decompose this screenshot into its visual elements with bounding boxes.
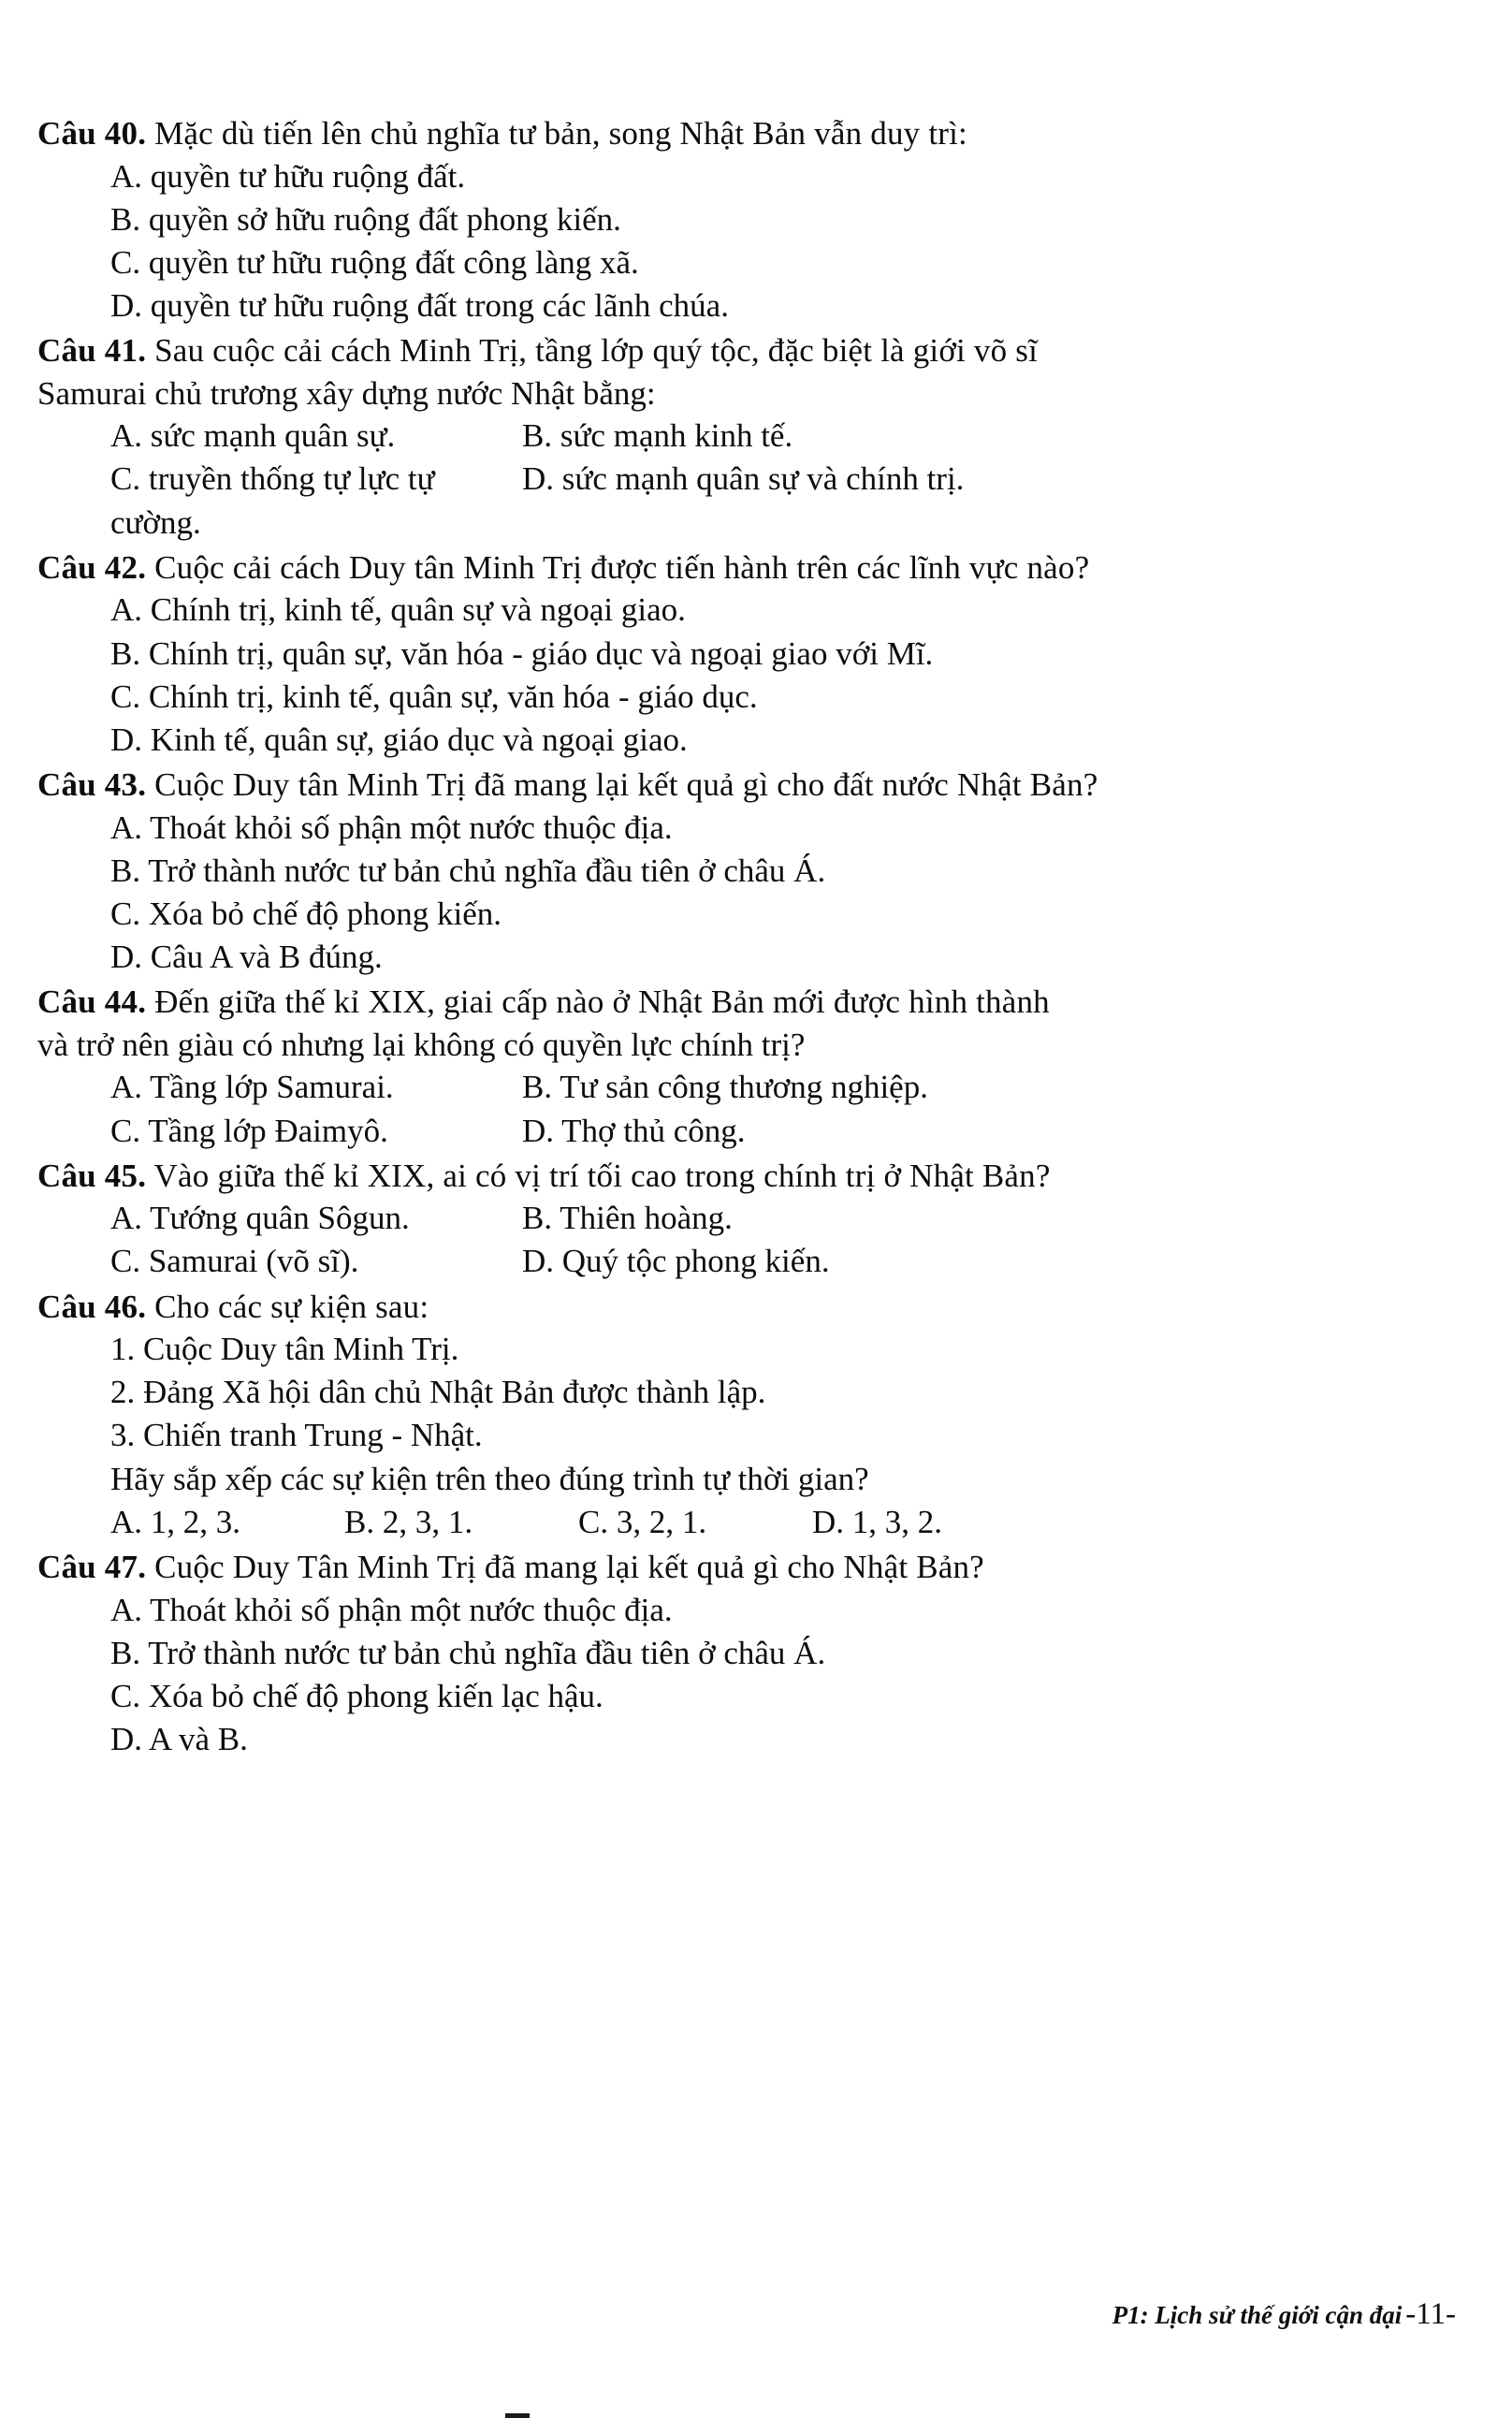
option-b[interactable]: B. Thiên hoàng. [522,1200,733,1237]
option-a[interactable]: A. Chính trị, kinh tế, quân sự và ngoại giao. [110,591,686,629]
question-label: Câu 42. [37,548,147,586]
option-b[interactable]: B. 2, 3, 1. [344,1503,473,1540]
option-d[interactable]: D. 1, 3, 2. [812,1503,943,1540]
question-text: Vào giữa thế kỉ XIX, ai có vị trí tối cao trong chính trị ở Nhật Bản? [153,1157,1051,1194]
option-c[interactable]: C. Chính trị, kinh tế, quân sự, văn hóa - giáo dục. [110,677,758,715]
option-d[interactable]: D. Quý tộc phong kiến. [522,1243,830,1280]
option-b[interactable]: B. Chính trị, quân sự, văn hóa - giáo dục và ngoại giao với Mĩ. [110,634,934,672]
option-row [37,1197,1441,1240]
question-label: Câu 46. [37,1288,147,1325]
footer-note: P1: Lịch sử thế giới cận đại [1112,2301,1403,2329]
option-c[interactable]: C. Xóa bỏ chế độ phong kiến. [110,895,502,932]
question-block [37,764,1441,979]
question-text: Cho các sự kiện sau: [154,1288,429,1325]
option-row [37,1240,1441,1283]
option-c[interactable]: C. quyền tư hữu ruộng đất công làng xã. [110,243,639,281]
question-heading [37,1286,1441,1329]
question-text: Cuộc Duy tân Minh Trị đã mang lại kết quả gì cho đất nước Nhật Bản? [154,766,1098,804]
page-number: -11- [1405,2297,1456,2331]
question-label: Câu 47. [37,1549,147,1585]
event-item-3: 3. Chiến tranh Trung - Nhật. [110,1417,483,1454]
question-heading [37,764,1441,807]
spine-mark [505,2413,530,2418]
option-row [37,1066,1441,1109]
event-item-2: 2. Đảng Xã hội dân chủ Nhật Bản được thành lập. [110,1374,766,1411]
question-text: Sau cuộc cải cách Minh Trị, tầng lớp quý tộc, đặc biệt là giới võ sĩ [154,332,1039,370]
question-block [37,1546,1441,1761]
question-heading [37,1155,1441,1198]
option-c[interactable]: C. Tầng lớp Đaimyô. [110,1112,388,1149]
option-b[interactable]: B. Trở thành nước tư bản chủ nghĩa đầu tiên ở châu Á. [110,1634,826,1671]
option-row [37,1110,1441,1153]
option-row [37,458,1441,544]
option-row [37,1501,1441,1544]
question-block [37,329,1441,545]
option-a[interactable]: A. quyền tư hữu ruộng đất. [110,157,466,195]
question-heading [37,112,1441,155]
question-block [37,546,1441,762]
question-block [37,1286,1441,1544]
question-block [37,1155,1441,1284]
option-a[interactable]: A. 1, 2, 3. [110,1503,241,1540]
option-d[interactable]: D. Thợ thủ công. [522,1112,746,1149]
question-heading [37,1546,1441,1589]
option-d[interactable]: D. Kinh tế, quân sự, giáo dục và ngoại giao. [110,721,688,758]
option-c[interactable]: C. Samurai (võ sĩ). [110,1243,359,1280]
question-label: Câu 43. [37,766,147,804]
option-c[interactable]: C. truyền thống tự lực tự cường. [110,460,435,541]
question-text: Cuộc Duy Tân Minh Trị đã mang lại kết quả gì cho Nhật Bản? [154,1549,984,1585]
question-label: Câu 45. [37,1157,147,1194]
question-label: Câu 40. [37,115,147,152]
question-label: Câu 41. [37,332,147,370]
question-text-continued: Samurai chủ trương xây dựng nước Nhật bằng: [37,374,656,412]
option-d[interactable]: D. A và B. [110,1721,248,1758]
event-item-1: 1. Cuộc Duy tân Minh Trị. [110,1331,459,1368]
question-text-continued: và trở nên giàu có nhưng lại không có quyền lực chính trị? [37,1026,806,1063]
option-a[interactable]: A. Thoát khỏi số phận một nước thuộc địa. [110,1591,673,1628]
question-heading [37,546,1441,590]
question-list [37,112,1441,1763]
question-text: Cuộc cải cách Duy tân Minh Trị được tiến hành trên các lĩnh vực nào? [154,548,1090,586]
option-d[interactable]: D. quyền tư hữu ruộng đất trong các lãnh chúa. [110,287,729,325]
option-b[interactable]: B. quyền sở hữu ruộng đất phong kiến. [110,200,621,238]
question-heading [37,981,1441,1024]
option-a[interactable]: A. sức mạnh quân sự. [110,417,396,455]
option-a[interactable]: A. Thoát khỏi số phận một nước thuộc địa. [110,808,673,846]
question-instruction: Hãy sắp xếp các sự kiện trên theo đúng trình tự thời gian? [110,1460,869,1497]
page-footer [1112,2297,1456,2332]
question-text: Đến giữa thế kỉ XIX, giai cấp nào ở Nhật Bản mới được hình thành [154,983,1050,1021]
option-a[interactable]: A. Tầng lớp Samurai. [110,1069,394,1106]
question-label: Câu 44. [37,983,147,1021]
option-row [37,415,1441,458]
option-b[interactable]: B. sức mạnh kinh tế. [522,417,793,455]
question-heading [37,329,1441,372]
question-block [37,112,1441,328]
option-a[interactable]: A. Tướng quân Sôgun. [110,1200,410,1237]
option-b[interactable]: B. Trở thành nước tư bản chủ nghĩa đầu tiên ở châu Á. [110,852,826,889]
question-block [37,981,1441,1152]
option-c[interactable]: C. 3, 2, 1. [578,1503,707,1540]
option-d[interactable]: D. sức mạnh quân sự và chính trị. [522,460,965,498]
option-d[interactable]: D. Câu A và B đúng. [110,939,383,976]
option-b[interactable]: B. Tư sản công thương nghiệp. [522,1069,928,1106]
option-c[interactable]: C. Xóa bỏ chế độ phong kiến lạc hậu. [110,1677,603,1714]
question-text: Mặc dù tiến lên chủ nghĩa tư bản, song Nhật Bản vẫn duy trì: [154,115,967,152]
